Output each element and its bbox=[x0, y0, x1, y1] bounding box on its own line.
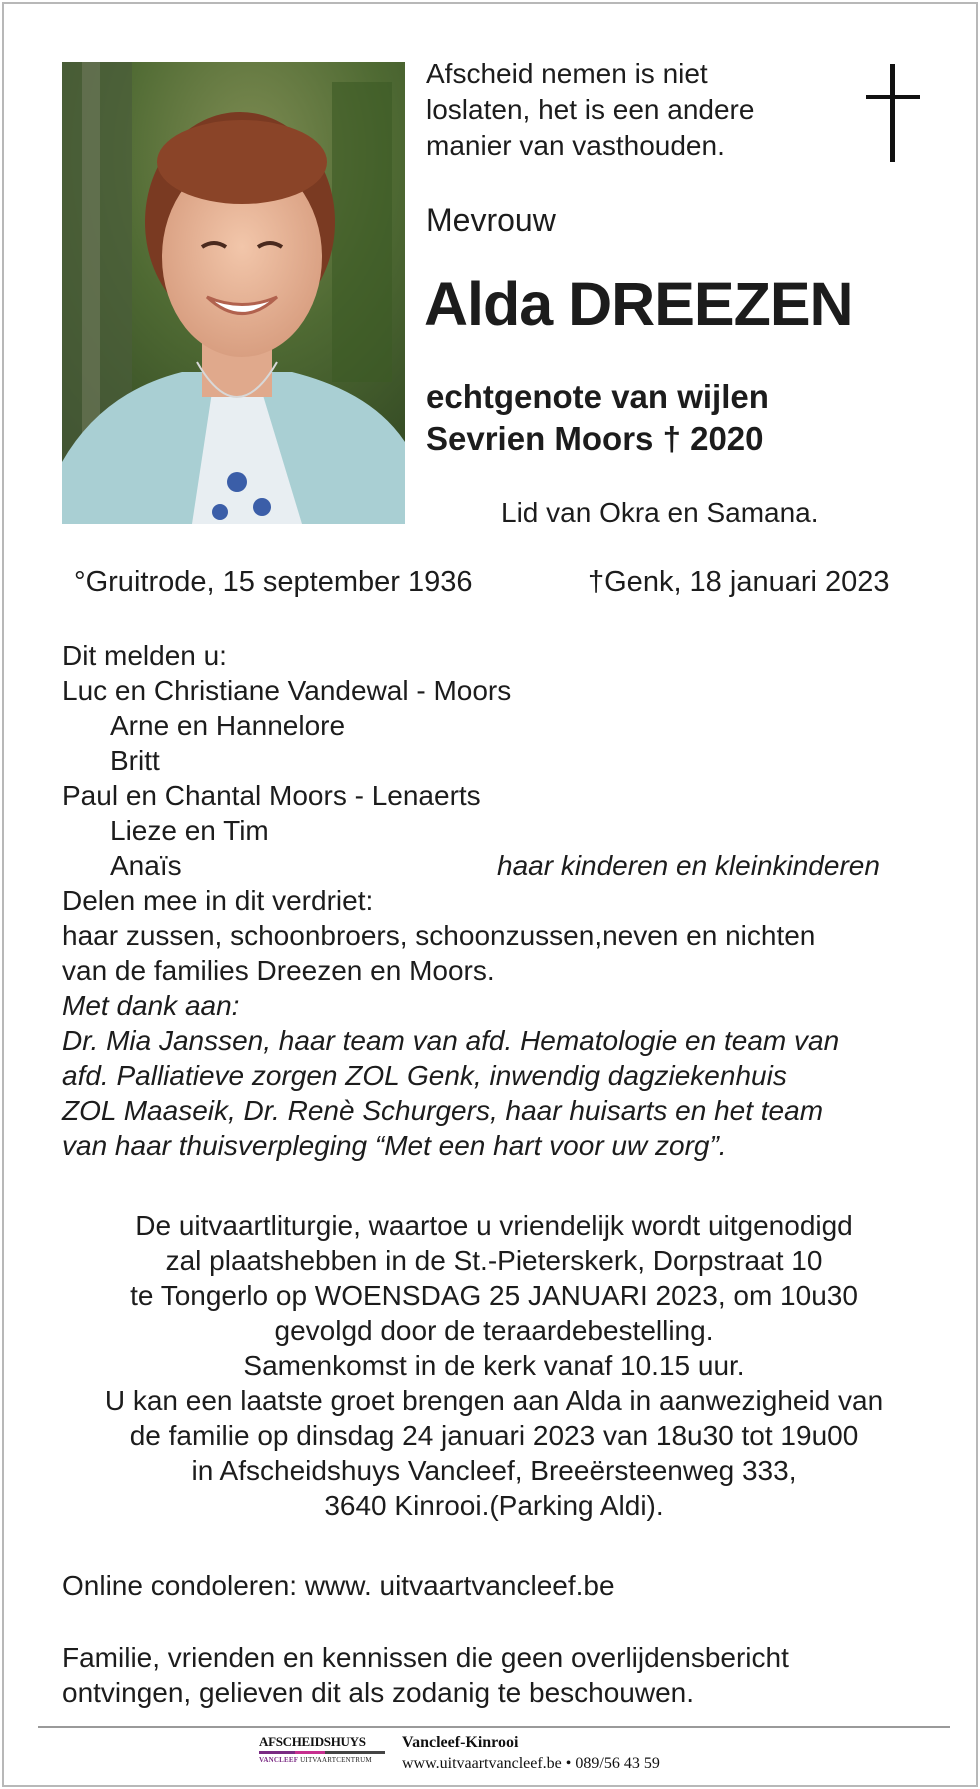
closing-line: Familie, vrienden en kennissen die geen overlijdensbericht bbox=[62, 1642, 789, 1673]
relation-note: haar kinderen en kleinkinderen bbox=[497, 850, 880, 881]
death-info: †Genk, 18 januari 2023 bbox=[588, 566, 890, 598]
firm-name: Vancleef-Kinrooi bbox=[402, 1734, 519, 1751]
family-line: Arne en Hannelore bbox=[110, 710, 346, 741]
thanks-line: afd. Palliatieve zorgen ZOL Genk, inwendig dagziekenhuis bbox=[62, 1060, 787, 1091]
logo-sub-left: VANCLEEF bbox=[259, 1756, 299, 1764]
membership: Lid van Okra en Samana. bbox=[501, 497, 819, 528]
logo-sub-text bbox=[259, 1756, 385, 1765]
ceremony-info bbox=[62, 1208, 926, 1523]
family-line: Britt bbox=[110, 745, 160, 776]
thanks-line: Dr. Mia Janssen, haar team van afd. Hematologie en team van bbox=[62, 1025, 840, 1056]
family-line: Luc en Christiane Vandewal - Moors bbox=[62, 675, 512, 706]
logo-color-bar bbox=[259, 1751, 385, 1754]
ceremony-line: U kan een laatste groet brengen aan Alda in aanwezigheid van bbox=[104, 1385, 884, 1416]
logo-sub-right: UITVAARTCENTRUM bbox=[300, 1756, 372, 1764]
quote-line: manier van vasthouden. bbox=[426, 130, 725, 161]
ceremony-line: te Tongerlo op WOENSDAG 25 JANUARI 2023, om 10u30 bbox=[130, 1280, 858, 1311]
portrait-image bbox=[62, 62, 405, 524]
logo-bar-segment bbox=[325, 1751, 385, 1754]
ceremony-line: gevolgd door de teraardebestelling. bbox=[274, 1315, 714, 1346]
ceremony-line: 3640 Kinrooi.(Parking Aldi). bbox=[324, 1490, 664, 1521]
announcement-intro: Dit melden u: bbox=[62, 640, 227, 671]
ceremony-line: zal plaatshebben in de St.-Pieterskerk, Dorpstraat 10 bbox=[165, 1245, 823, 1276]
logo-main-text: AFSCHEIDSHUYS bbox=[259, 1734, 366, 1749]
family-line: Lieze en Tim bbox=[110, 815, 269, 846]
spouse-line: Sevrien Moors † 2020 bbox=[426, 420, 764, 457]
salutation: Mevrouw bbox=[426, 202, 556, 238]
obituary-card bbox=[2, 2, 978, 1787]
logo-bar-segment bbox=[259, 1751, 295, 1754]
quote-line: loslaten, het is een andere bbox=[426, 94, 755, 125]
ceremony-line: Samenkomst in de kerk vanaf 10.15 uur. bbox=[243, 1350, 745, 1381]
thanks-line: ZOL Maaseik, Dr. Renè Schurgers, haar huisarts en het team bbox=[62, 1095, 824, 1126]
ceremony-line: De uitvaartliturgie, waartoe u vriendelijk wordt uitgenodigd bbox=[135, 1210, 853, 1241]
ceremony-line: de familie op dinsdag 24 januari 2023 van 18u30 tot 19u00 bbox=[129, 1420, 859, 1451]
thanks-intro: Met dank aan: bbox=[62, 990, 240, 1021]
share-line: van de families Dreezen en Moors. bbox=[62, 955, 495, 986]
share-line: haar zussen, schoonbroers, schoonzussen,neven en nichten bbox=[62, 920, 816, 951]
memorial-quote bbox=[426, 56, 826, 164]
family-line-with-note bbox=[62, 848, 942, 883]
funeral-home-contact bbox=[402, 1732, 660, 1774]
thanks-line: van haar thuisverpleging “Met een hart voor uw zorg”. bbox=[62, 1130, 727, 1161]
closing-note bbox=[62, 1640, 789, 1710]
funeral-home-logo bbox=[259, 1734, 385, 1774]
footer-divider bbox=[38, 1726, 950, 1728]
logo-bar-segment bbox=[295, 1751, 325, 1754]
family-line: Anaïs bbox=[110, 850, 182, 881]
contact-line: www.uitvaartvancleef.be • 089/56 43 59 bbox=[402, 1755, 660, 1772]
ceremony-line: in Afscheidshuys Vancleef, Breeërsteenweg 333, bbox=[191, 1455, 797, 1486]
spouse-line: echtgenote van wijlen bbox=[426, 378, 769, 415]
closing-line: ontvingen, gelieven dit als zodanig te beschouwen. bbox=[62, 1677, 694, 1708]
portrait-photo bbox=[62, 62, 405, 524]
share-intro: Delen mee in dit verdriet: bbox=[62, 885, 374, 916]
spouse-info bbox=[426, 376, 769, 460]
online-condolence: Online condoleren: www. uitvaartvancleef.be bbox=[62, 1570, 615, 1601]
deceased-name: Alda DREEZEN bbox=[424, 270, 853, 338]
family-line: Paul en Chantal Moors - Lenaerts bbox=[62, 780, 481, 811]
latin-cross-icon bbox=[866, 64, 920, 169]
quote-line: Afscheid nemen is niet bbox=[426, 58, 708, 89]
announcement bbox=[62, 638, 942, 1163]
birth-info: °Gruitrode, 15 september 1936 bbox=[74, 566, 473, 598]
